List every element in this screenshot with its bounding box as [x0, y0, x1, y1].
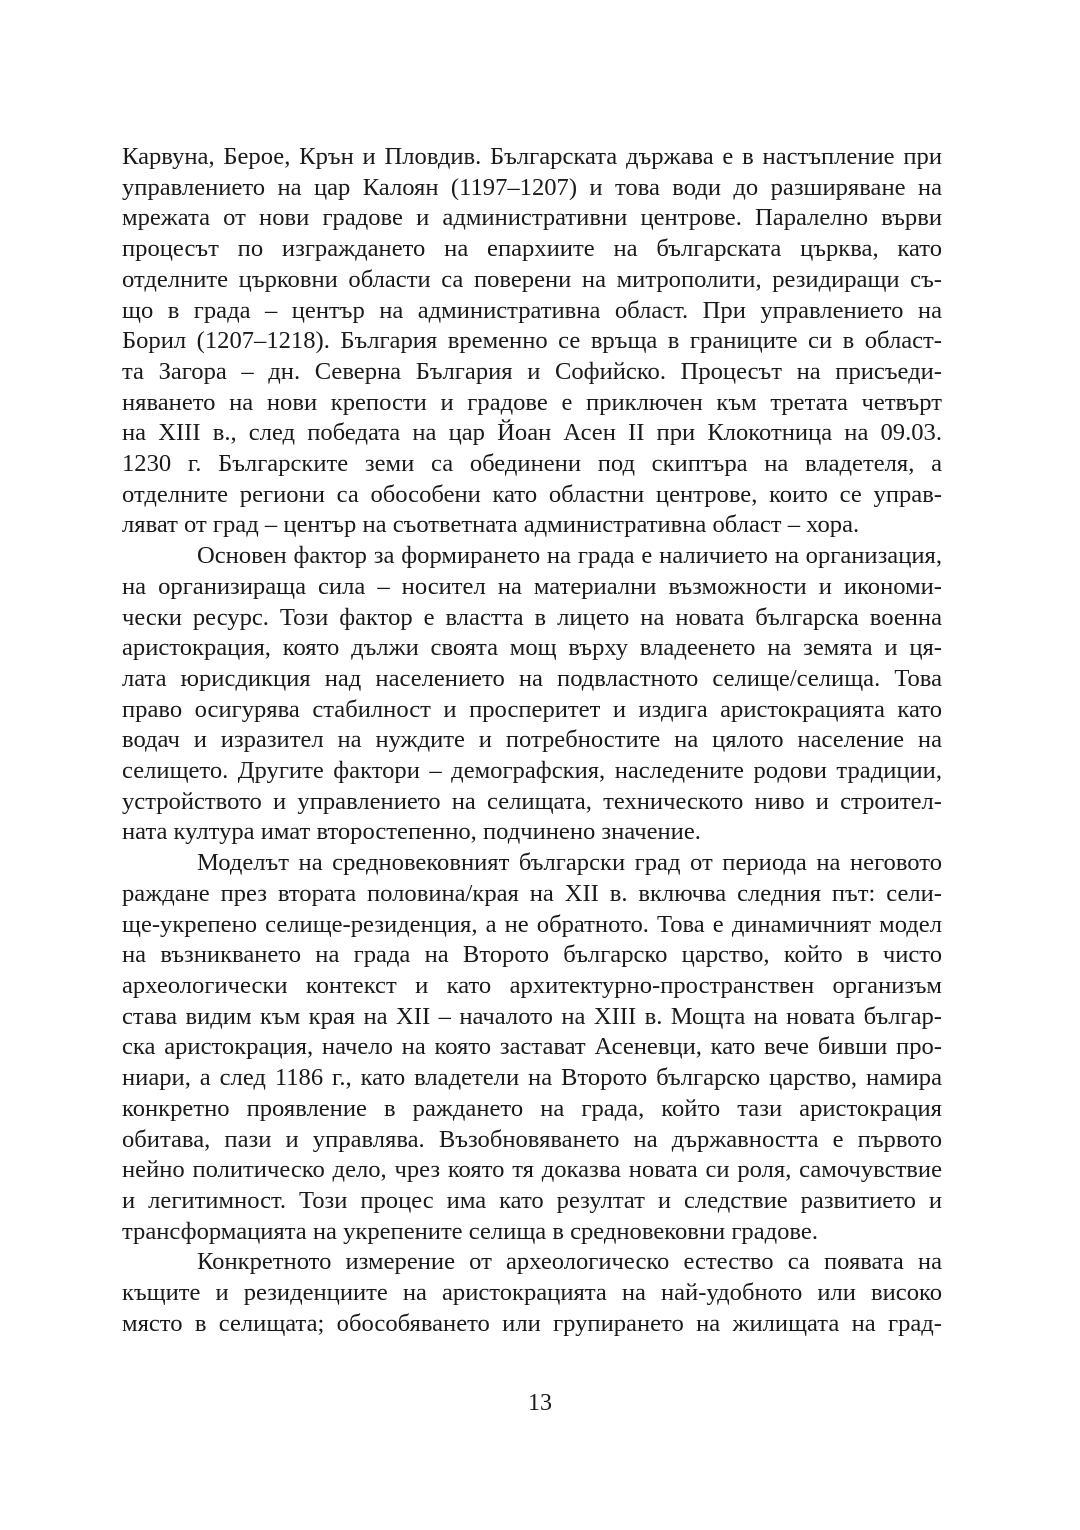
- body-text: [122, 142, 942, 1339]
- text-line: що в града – център на административна област. При управлението на: [122, 296, 942, 324]
- text-line: ще-укрепено селище-резиденция, а не обратното. Това е динамичният модел: [122, 910, 942, 938]
- page-number: 13: [528, 1390, 552, 1416]
- text-line: и легитимност. Този процес има като резултат и следствие развитието и: [122, 1186, 942, 1214]
- text-line: отделните региони са обособени като областни центрове, които се управ-: [122, 480, 942, 508]
- text-line: на организираща сила – носител на материални възможности и икономи-: [122, 572, 942, 600]
- text-line: водач и изразител на нуждите и потребностите на цялото население на: [122, 726, 942, 754]
- text-line: мрежата от нови градове и административни центрове. Паралелно върви: [122, 204, 942, 232]
- text-line: право осигурява стабилност и просперитет и издига аристокрацията като: [122, 695, 942, 723]
- text-line: ляват от град – център на съответната административна област – хора.: [122, 511, 860, 539]
- text-line: конкретно проявление в раждането на града, който тази аристокрация: [122, 1094, 942, 1122]
- text-line: чески ресурс. Този фактор е властта в лицето на новата българска военна: [122, 603, 942, 631]
- text-line: Карвуна, Берое, Крън и Пловдив. Българската държава е в настъпление при: [122, 143, 942, 170]
- text-line: трансформацията на укрепените селища в средновековни градове.: [122, 1217, 818, 1245]
- text-line: ска аристокрация, начело на която застават Асеневци, като вече бивши про-: [122, 1033, 942, 1061]
- text-line: лата юрисдикция над населението на подвластното селище/селища. Това: [122, 664, 942, 692]
- text-line: отделните църковни области са поверени на митрополити, резидиращи съ-: [122, 265, 942, 293]
- text-line: къщите и резиденциите на аристокрацията на най-удобното или високо: [122, 1279, 942, 1307]
- text-line: няването на нови крепости и градове е приключен към третата четвърт: [122, 388, 942, 416]
- text-line: 1230 г. Българските земи са обединени под скиптъра на владетеля, а: [122, 450, 942, 478]
- text-line: нейно политическо дело, чрез която тя доказва новата си роля, самочувствие: [122, 1156, 942, 1184]
- text-line: обитава, пази и управлява. Възобновяването на държавността е първото: [122, 1125, 942, 1153]
- text-line: процесът по изграждането на епархиите на българската църква, като: [122, 235, 942, 263]
- text-line: ната култура имат второстепенно, подчинено значение.: [122, 818, 701, 846]
- text-line: Основен фактор за формирането на града е наличието на организация,: [197, 542, 942, 570]
- text-line: археологически контекст и като архитектурно-пространствен организъм: [122, 971, 942, 999]
- text-line: Конкретното измерение от археологическо естество са появата на: [197, 1248, 942, 1276]
- text-line: става видим към края на XII – началото на XIII в. Мощта на новата българ-: [122, 1002, 942, 1030]
- text-line: аристокрация, която дължи своята мощ върху владеенето на земята и ця-: [122, 634, 942, 662]
- paragraph-1: [122, 142, 942, 541]
- text-line: устройството и управлението на селищата, техническото ниво и строител-: [122, 787, 942, 815]
- text-line: та Загора – дн. Северна България и Софийско. Процесът на присъеди-: [122, 357, 942, 385]
- text-line: място в селищата; обособяването или групирането на жилищата на град-: [122, 1309, 942, 1337]
- text-line: на възникването на града на Второто българско царство, който в чисто: [122, 941, 942, 969]
- paragraph-2: [122, 541, 942, 848]
- text-line: управлението на цар Калоян (1197–1207) и това води до разширяване на: [122, 173, 942, 201]
- text-line: селището. Другите фактори – демографския, наследените родови традиции,: [122, 757, 942, 785]
- text-line: ниари, а след 1186 г., като владетели на Второто българско царство, намира: [122, 1064, 942, 1092]
- text-line: раждане през втората половина/края на XII в. включва следния път: сели-: [122, 879, 942, 907]
- paragraph-4: [122, 1247, 942, 1339]
- paragraph-3: [122, 848, 942, 1247]
- text-line: Моделът на средновековният български град от периода на неговото: [197, 849, 942, 877]
- text-line: на XIII в., след победата на цар Йоан Асен II при Клокотница на 09.03.: [122, 419, 942, 447]
- text-line: Борил (1207–1218). България временно се връща в границите си в област-: [122, 327, 942, 355]
